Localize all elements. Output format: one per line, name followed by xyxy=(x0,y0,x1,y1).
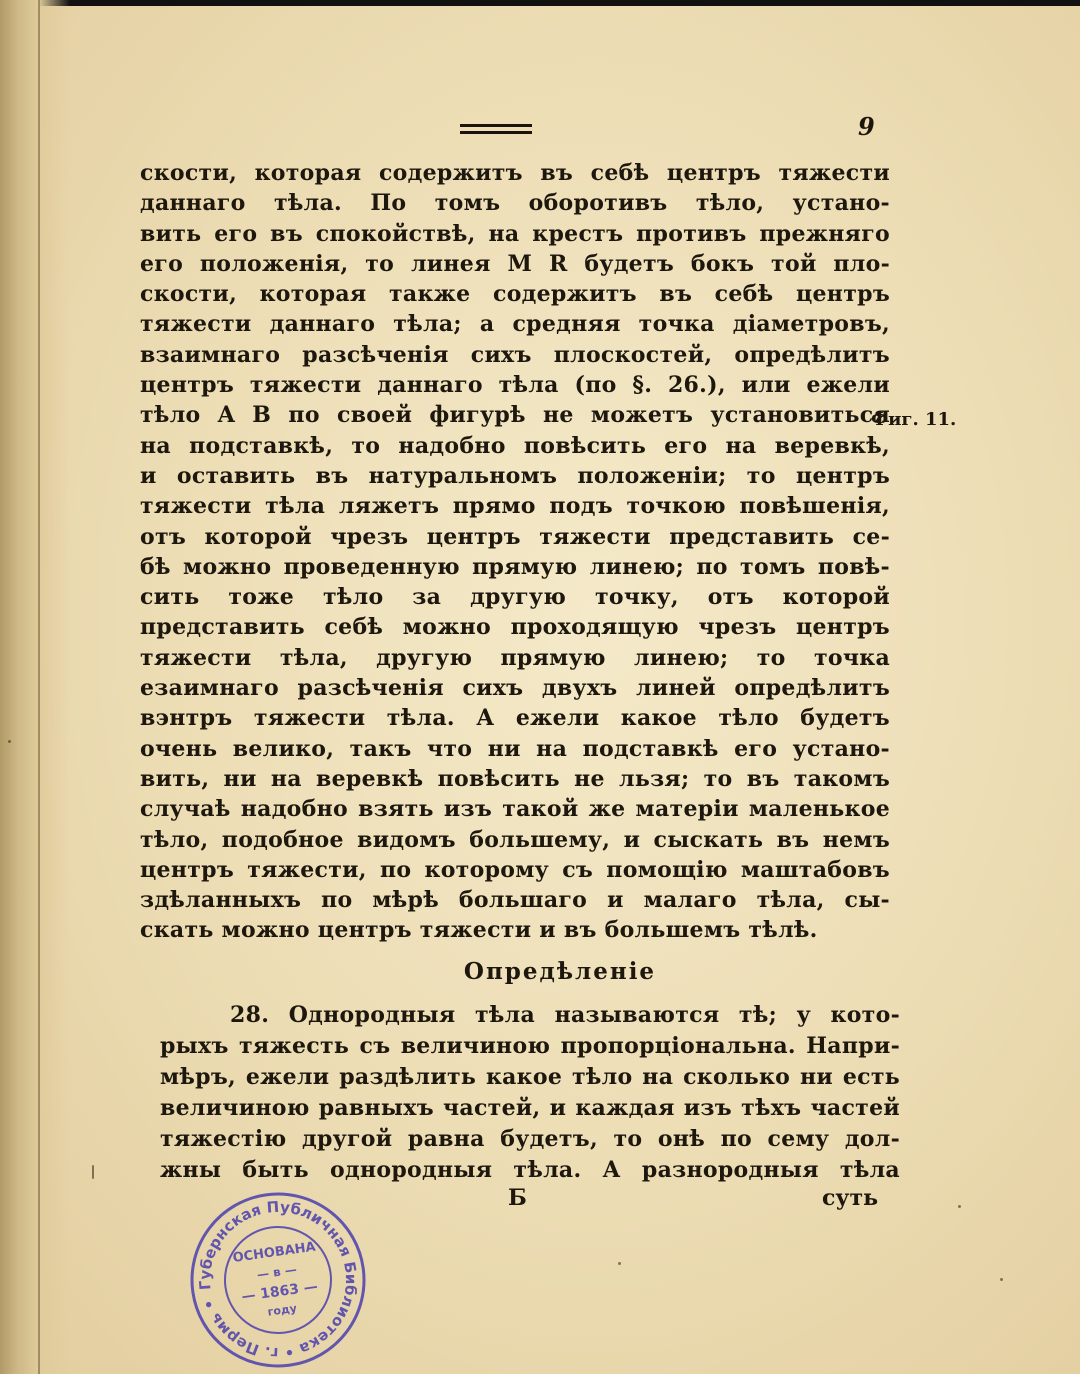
text-line: 28. Однородныя тѣла называются тѣ; у кото- xyxy=(230,1002,900,1028)
paper-speck xyxy=(8,740,11,743)
text-line: его положенія, то линея M R будетъ бокъ той пло- xyxy=(140,250,890,277)
stamp-ring-text: Губернская Публичная Библиотека • г. Пермь • xyxy=(195,1197,361,1363)
text-line: здѣланныхъ по мѣрѣ большаго и малаго тѣла, сы- xyxy=(140,887,890,914)
text-line: скать можно центръ тяжести и въ большемъ тѣлѣ. xyxy=(140,917,818,944)
paper-speck xyxy=(618,1262,621,1265)
text-line: даннаго тѣла. По томъ оборотивъ тѣло, устано- xyxy=(140,190,890,217)
text-line: тѣло A B по своей фигурѣ не можетъ установиться xyxy=(140,402,890,429)
section-heading: Опредѣленіе xyxy=(463,958,657,985)
scan-top-border xyxy=(0,0,1080,6)
stamp-center-line: ОСНОВАНА xyxy=(231,1239,317,1267)
text-line: мѣръ, ежели раздѣлить какое тѣло на сколько ни есть xyxy=(160,1064,900,1090)
stamp-center-line: году xyxy=(266,1301,298,1319)
text-line: тѣло, подобное видомъ большему, и сыскать въ немъ xyxy=(140,826,890,853)
text-line: рыхъ тяжесть съ величиною пропорціональна. Напри- xyxy=(160,1033,900,1059)
main-paragraph xyxy=(140,158,890,946)
text-line: скости, которая также содержитъ въ себѣ центръ xyxy=(140,281,890,308)
text-line: случаѣ надобно взять изъ такой же матеріи маленькое xyxy=(140,796,890,823)
paper-speck xyxy=(1000,1278,1003,1281)
text-line: жны быть однородныя тѣла. А разнородныя тѣла xyxy=(160,1157,900,1183)
paper-speck xyxy=(92,1165,94,1179)
text-line: на подставкѣ, то надобно повѣсить его на веревкѣ, xyxy=(140,432,890,459)
text-line: взаимнаго разсѣченія сихъ плоскостей, опредѣлитъ xyxy=(140,341,890,368)
text-line: отъ которой чрезъ центръ тяжести представить се- xyxy=(140,523,890,550)
text-line: вить, ни на веревкѣ повѣсить не льзя; то въ такомъ xyxy=(140,765,890,792)
text-line: скости, которая содержитъ въ себѣ центръ тяжести xyxy=(140,160,890,186)
text-line: тяжести тѣла, другую прямую линею; то точка xyxy=(140,644,890,671)
definition-paragraph xyxy=(160,1000,900,1186)
header-double-rule xyxy=(460,124,532,135)
stamp-outer-ring xyxy=(188,1190,368,1370)
stamp-center-line: — 1863 — xyxy=(240,1278,319,1306)
text-line: вэнтръ тяжести тѣла. А ежели какое тѣло будетъ xyxy=(140,705,890,732)
text-line: бѣ можно проведенную прямую линею; по томъ повѣ- xyxy=(140,553,890,580)
page-number: 9 xyxy=(858,112,875,141)
catchword: суть xyxy=(822,1185,879,1211)
binding-gutter xyxy=(0,0,70,1374)
text-line: езаимнаго разсѣченія сихъ двухъ линей опредѣлитъ xyxy=(140,675,890,702)
text-line: тяжести даннаго тѣла; а средняя точка діаметровъ, xyxy=(140,311,890,338)
paper-speck xyxy=(958,1205,961,1208)
text-line: величиною равныхъ частей, и каждая изъ тѣхъ частей xyxy=(160,1095,900,1121)
text-line: вить его въ спокойствѣ, на крестъ противъ прежняго xyxy=(140,220,890,247)
text-line: центръ тяжести даннаго тѣла (по §. 26.), или ежели xyxy=(140,372,890,399)
text-line: центръ тяжести, по которому съ помощію маштабовъ xyxy=(140,856,890,883)
text-line: и оставить въ натуральномъ положеніи; то центръ xyxy=(140,462,890,489)
text-line: очень велико, такъ что ни на подставкѣ его устано- xyxy=(140,735,890,762)
gutter-fold-line xyxy=(38,0,40,1374)
figure-margin-note: Фиг. 11. xyxy=(871,409,957,430)
text-line: сить тоже тѣло за другую точку, отъ которой xyxy=(140,584,890,611)
signature-mark: Б xyxy=(508,1185,527,1211)
text-line: тяжести тѣла ляжетъ прямо подъ точкою повѣшенія, xyxy=(140,493,890,520)
stamp-inner-ring xyxy=(218,1220,338,1340)
stamp-center-line: — в — xyxy=(256,1262,298,1282)
text-line: представить себѣ можно проходящую чрезъ центръ xyxy=(140,614,890,641)
text-line: тяжестію другой равна будетъ, то онѣ по сему дол- xyxy=(160,1126,900,1152)
library-stamp xyxy=(188,1190,368,1370)
